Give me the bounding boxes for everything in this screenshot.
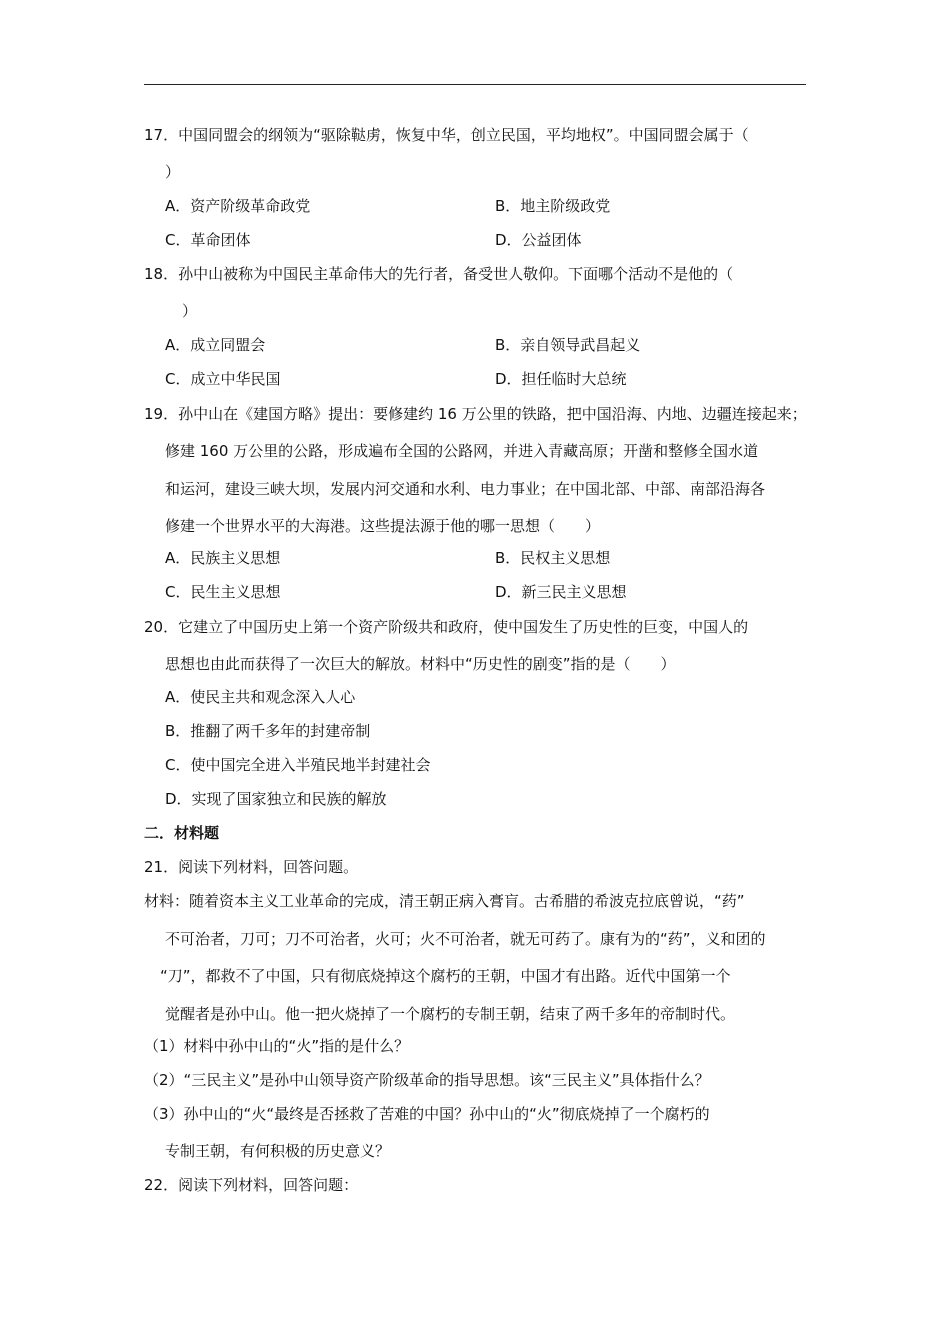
- q18-option-a: A．成立同盟会: [165, 336, 266, 354]
- q21-stem: 21．阅读下列材料，回答问题。: [144, 858, 359, 876]
- q17-option-c: C．革命团体: [165, 231, 251, 249]
- q19-option-a: A．民族主义思想: [165, 549, 281, 567]
- q19-option-d: D．新三民主义思想: [495, 583, 627, 601]
- q21-subquestion-1: （1）材料中孙中山的“火”指的是什么？: [144, 1037, 410, 1055]
- q20-option-b: B．推翻了两千多年的封建帝制: [165, 722, 371, 740]
- q20-option-a: A．使民主共和观念深入人心: [165, 688, 356, 706]
- q19-option-b: B．民权主义思想: [495, 549, 611, 567]
- q17-option-b: B．地主阶级政党: [495, 197, 611, 215]
- q18-stem-line1: 18．孙中山被称为中国民主革命伟大的先行者，备受世人敬仰。下面哪个活动不是他的（: [144, 265, 734, 283]
- q21-subquestion-3-line1: （3）孙中山的“火“最终是否拯救了苦难的中国？孙中山的“火”彻底烧掉了一个腐朽的: [144, 1105, 710, 1123]
- q17-option-a: A．资产阶级革命政党: [165, 197, 311, 215]
- q17-option-d: D．公益团体: [495, 231, 582, 249]
- header-rule: [144, 84, 806, 85]
- section-heading: 二．材料题: [144, 824, 220, 842]
- q19-option-c: C．民生主义思想: [165, 583, 281, 601]
- q19-stem-line3: 和运河，建设三峡大坝，发展内河交通和水利、电力事业；在中国北部、中部、南部沿海各: [165, 480, 766, 498]
- q17-stem-line1: 17．中国同盟会的纲领为“驱除鞑虏，恢复中华，创立民国，平均地权”。中国同盟会属于（: [144, 126, 749, 144]
- q21-subquestion-2: （2）“三民主义”是孙中山领导资产阶级革命的指导思想。该“三民主义”具体指什么？: [144, 1071, 710, 1089]
- q20-stem-line2: 思想也由此而获得了一次巨大的解放。材料中“历史性的剧变”指的是（ ）: [165, 655, 676, 673]
- q21-subquestion-3-line2: 专制王朝，有何积极的历史意义？: [165, 1142, 391, 1160]
- q21-material-line2: 不可治者，刀可；刀不可治者，火可；火不可治者，就无可药了。康有为的“药”，义和团的: [165, 930, 766, 948]
- q22-stem: 22．阅读下列材料，回答问题：: [144, 1176, 359, 1194]
- q18-option-b: B．亲自领导武昌起义: [495, 336, 641, 354]
- q17-stem-line2: ）: [165, 163, 181, 181]
- q21-material-line1: 材料：随着资本主义工业革命的完成，清王朝正病入膏肓。古希腊的希波克拉底曾说，“药”: [144, 892, 745, 910]
- q19-stem-line2: 修建 160 万公里的公路，形成遍布全国的公路网，并进入青藏高原；开凿和整修全国水道: [165, 442, 759, 460]
- q21-material-line3: “刀”，都救不了中国，只有彻底烧掉这个腐朽的王朝，中国才有出路。近代中国第一个: [160, 967, 731, 985]
- q19-stem-line1: 19．孙中山在《建国方略》提出：要修建约 16 万公里的铁路，把中国沿海、内地、边疆连接起来；: [144, 405, 807, 423]
- q20-option-c: C．使中国完全进入半殖民地半封建社会: [165, 756, 431, 774]
- q21-material-line4: 觉醒者是孙中山。他一把火烧掉了一个腐朽的专制王朝，结束了两千多年的帝制时代。: [165, 1005, 736, 1023]
- q20-stem-line1: 20．它建立了中国历史上第一个资产阶级共和政府，使中国发生了历史性的巨变，中国人的: [144, 618, 749, 636]
- q18-option-c: C．成立中华民国: [165, 370, 281, 388]
- q20-option-d: D．实现了国家独立和民族的解放: [165, 790, 387, 808]
- q19-stem-line4: 修建一个世界水平的大海港。这些提法源于他的哪一思想（ ）: [165, 517, 601, 535]
- q18-stem-line2: ）: [182, 302, 198, 320]
- q18-option-d: D．担任临时大总统: [495, 370, 627, 388]
